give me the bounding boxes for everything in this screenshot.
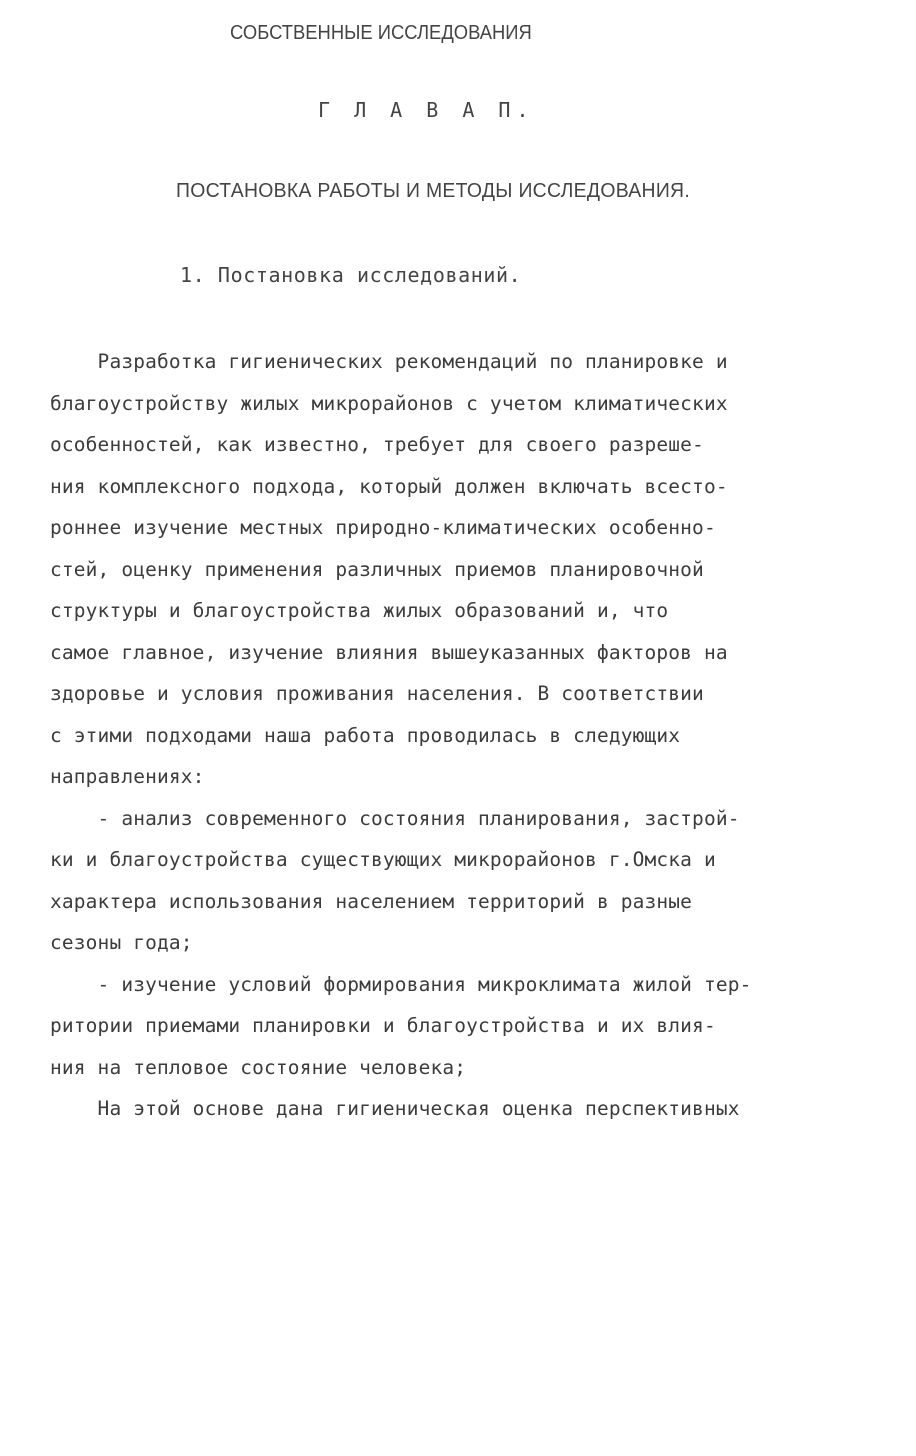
text-line: с этими подходами наша работа проводилась в следующих (50, 723, 681, 747)
text-line: - анализ современного состояния планирования, застрой- (50, 806, 740, 830)
text-line: благоустройству жилых микрорайонов с учетом климатических (50, 391, 728, 415)
text-line: На этой основе дана гигиеническая оценка перспективных (50, 1097, 740, 1120)
text-line: самое главное, изучение влияния вышеуказанных факторов на (50, 640, 728, 664)
text-line: ритории приемами планировки и благоустройства и их влия- (50, 1014, 716, 1037)
text-line: сезоны года; (50, 931, 193, 954)
text-line: здоровье и условия проживания населения. В соответствии (50, 682, 704, 705)
text-line: ния комплексного подхода, который должен включать всесто- (50, 474, 728, 498)
text-line: направлениях: (50, 765, 205, 788)
text-line: особенностей, как известно, требует для своего разреше- (50, 433, 704, 456)
section-heading: СОБСТВЕННЫЕ ИССЛЕДОВАНИЯ (230, 22, 532, 44)
text-line: характера использования населением территорий в разные (50, 889, 693, 913)
text-line: роннее изучение местных природно-климатических особенно- (50, 516, 716, 539)
body-text (50, 341, 870, 1130)
text-line: - изучение условий формирования микроклимата жилой тер- (50, 972, 752, 996)
text-line: ки и благоустройства существующих микрорайонов г.Омска и (50, 848, 716, 871)
subsection-heading: 1. Постановка исследований. (180, 263, 522, 287)
text-line: структуры и благоустройства жилых образований и, что (50, 599, 669, 622)
chapter-heading: Г Л А В А П. (318, 98, 535, 122)
chapter-title: ПОСТАНОВКА РАБОТЫ И МЕТОДЫ ИССЛЕДОВАНИЯ. (176, 180, 691, 202)
text-line: Разработка гигиенических рекомендаций по планировке и (50, 350, 728, 373)
text-line: ния на тепловое состояние человека; (50, 1055, 467, 1079)
text-line: стей, оценку применения различных приемов планировочной (50, 557, 704, 581)
